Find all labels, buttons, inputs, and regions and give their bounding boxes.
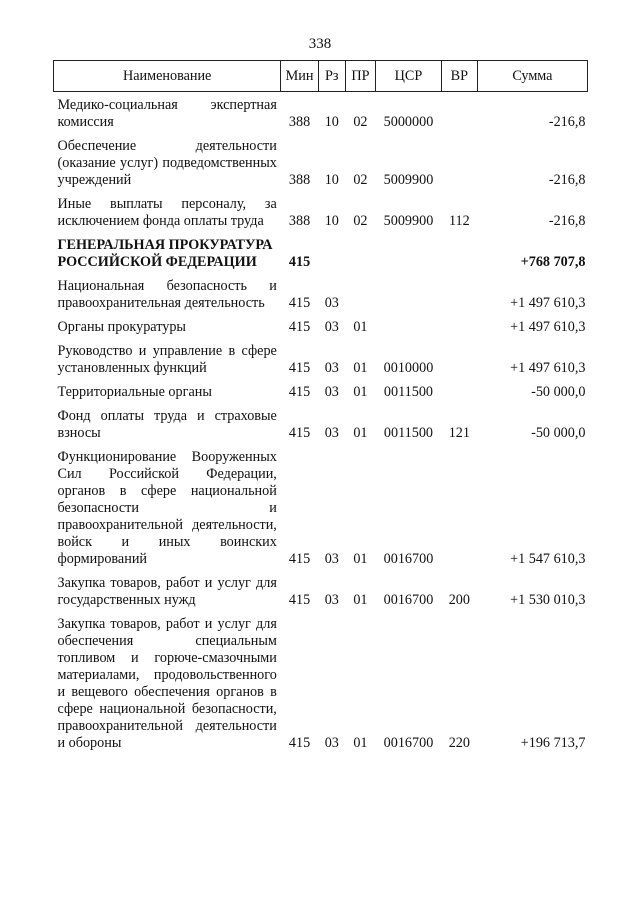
cell-min: 388	[288, 213, 311, 229]
table-row	[54, 131, 588, 189]
cell-vr	[441, 92, 477, 132]
cell-min: 415	[288, 254, 311, 270]
cell-sum: +1 530 010,3	[510, 592, 586, 608]
cell-name: Фонд оплаты труда и страховые взносы	[57, 408, 277, 441]
cell-min: 415	[288, 551, 311, 567]
cell-pr: 01	[353, 592, 368, 608]
header-min: Мин	[281, 61, 318, 92]
cell-min: 415	[288, 592, 311, 608]
cell-sum: +1 497 610,3	[510, 295, 586, 311]
cell-sum: +768 707,8	[520, 254, 586, 270]
cell-csr	[376, 271, 442, 312]
cell-vr: 112	[448, 213, 470, 229]
cell-name: ГЕНЕРАЛЬНАЯ ПРОКУРАТУРА РОССИЙСКОЙ ФЕДЕРАЦИИ	[57, 237, 273, 270]
cell-csr: 0011500	[383, 425, 434, 441]
cell-rz: 03	[324, 551, 339, 567]
cell-rz: 03	[324, 735, 339, 751]
cell-rz: 03	[324, 360, 339, 376]
cell-rz: 03	[324, 592, 339, 608]
cell-sum: -216,8	[548, 114, 586, 130]
header-pr: ПР	[345, 61, 375, 92]
cell-name: Закупка товаров, работ и услуг для государственных нужд	[57, 575, 277, 608]
cell-vr	[441, 312, 477, 336]
cell-vr: 220	[448, 735, 470, 751]
page-number: 338	[308, 36, 332, 52]
cell-vr	[441, 442, 477, 568]
cell-csr: 0016700	[383, 735, 434, 751]
cell-csr	[376, 230, 442, 271]
cell-min: 415	[288, 295, 311, 311]
cell-min: 415	[288, 384, 311, 400]
cell-csr: 0016700	[383, 551, 434, 567]
cell-csr: 5009900	[383, 213, 434, 229]
cell-rz	[318, 230, 345, 271]
cell-sum: +1 497 610,3	[510, 360, 586, 376]
header-name: Наименование	[54, 61, 281, 92]
budget-table	[53, 60, 588, 752]
cell-vr	[441, 131, 477, 189]
cell-name: Органы прокуратуры	[57, 319, 186, 335]
cell-min: 388	[288, 172, 311, 188]
cell-pr	[345, 271, 375, 312]
cell-sum: -216,8	[548, 213, 586, 229]
cell-csr: 5009900	[383, 172, 434, 188]
cell-rz: 10	[324, 172, 339, 188]
table-row	[54, 609, 588, 752]
cell-min: 415	[288, 425, 311, 441]
cell-csr: 5000000	[383, 114, 434, 130]
cell-min: 415	[288, 319, 311, 335]
table-row	[54, 568, 588, 609]
cell-min: 388	[288, 114, 311, 130]
cell-vr	[441, 377, 477, 401]
cell-sum: +1 547 610,3	[510, 551, 586, 567]
table-row	[54, 92, 588, 132]
cell-rz: 10	[324, 213, 339, 229]
cell-vr	[441, 230, 477, 271]
cell-name: Территориальные органы	[57, 384, 212, 400]
table-row	[54, 377, 588, 401]
cell-sum: -50 000,0	[531, 384, 586, 400]
cell-sum: -50 000,0	[531, 425, 586, 441]
cell-pr	[345, 230, 375, 271]
cell-pr: 02	[353, 172, 368, 188]
table-row	[54, 442, 588, 568]
cell-pr: 01	[353, 319, 368, 335]
header-rz: Рз	[318, 61, 345, 92]
cell-name: Национальная безопасность и правоохранительная деятельность	[57, 278, 277, 311]
cell-name: Руководство и управление в сфере установленных функций	[57, 343, 277, 376]
cell-rz: 03	[324, 425, 339, 441]
cell-csr: 0010000	[383, 360, 434, 376]
cell-name: Иные выплаты персоналу, за исключением фонда оплаты труда	[57, 196, 277, 229]
cell-csr: 0011500	[383, 384, 434, 400]
header-csr: ЦСР	[376, 61, 442, 92]
cell-csr: 0016700	[383, 592, 434, 608]
header-vr: ВР	[441, 61, 477, 92]
table-row	[54, 312, 588, 336]
table-row	[54, 230, 588, 271]
cell-sum: +196 713,7	[520, 735, 586, 751]
cell-pr: 02	[353, 213, 368, 229]
cell-vr: 121	[448, 425, 470, 441]
cell-pr: 01	[353, 384, 368, 400]
cell-min: 415	[288, 360, 311, 376]
cell-vr	[441, 271, 477, 312]
cell-name: Медико-социальная экспертная комиссия	[57, 97, 277, 130]
table-row	[54, 189, 588, 230]
cell-name: Обеспечение деятельности (оказание услуг) подведомственных учреждений	[57, 138, 277, 188]
cell-pr: 01	[353, 360, 368, 376]
cell-pr: 01	[353, 551, 368, 567]
cell-rz: 10	[324, 114, 339, 130]
cell-pr: 02	[353, 114, 368, 130]
cell-name: Закупка товаров, работ и услуг для обеспечения специальным топливом и горюче-смазочными материалами, продовольственного и вещевого обеспечения органов в сфере национальной безопасности, правоохранительной деятельности и обороны	[57, 616, 277, 751]
table-header	[54, 61, 588, 92]
cell-sum: +1 497 610,3	[510, 319, 586, 335]
header-sum: Сумма	[477, 61, 587, 92]
cell-vr	[441, 336, 477, 377]
table-row	[54, 336, 588, 377]
cell-rz: 03	[324, 319, 339, 335]
cell-rz: 03	[324, 384, 339, 400]
cell-name: Функционирование Вооруженных Сил Российской Федерации, органов в сфере национальной безопасности и правоохранительной деятельности, войск и иных воинских формирований	[57, 449, 277, 567]
cell-pr: 01	[353, 425, 368, 441]
cell-rz: 03	[324, 295, 339, 311]
cell-sum: -216,8	[548, 172, 586, 188]
cell-pr: 01	[353, 735, 368, 751]
table-body	[54, 92, 588, 753]
cell-csr	[376, 312, 442, 336]
cell-vr: 200	[448, 592, 470, 608]
table-row	[54, 271, 588, 312]
cell-min: 415	[288, 735, 311, 751]
table-row	[54, 401, 588, 442]
